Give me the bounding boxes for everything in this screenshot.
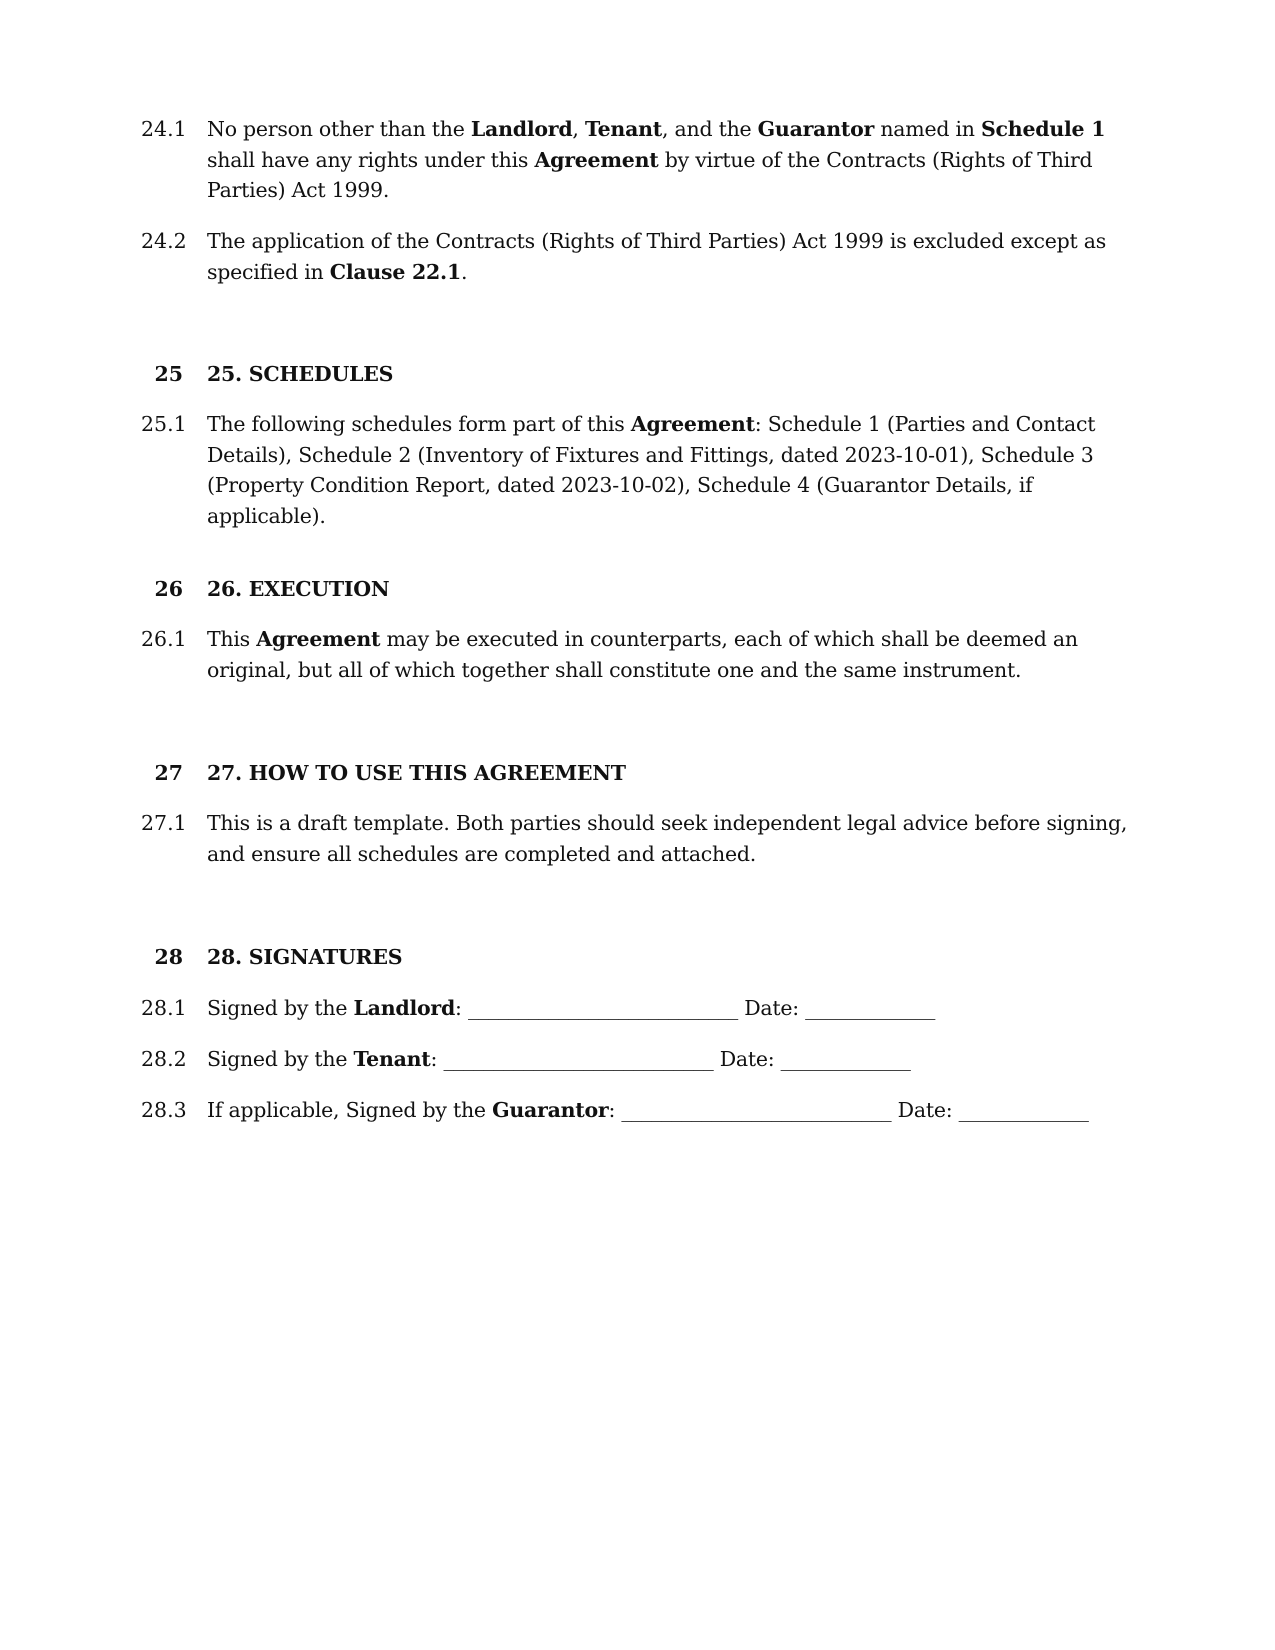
- text-run: .: [460, 259, 468, 284]
- clause-26-1: [141, 624, 1141, 685]
- section-number: 27: [154, 761, 183, 785]
- clause-text: [207, 1095, 1141, 1126]
- text-run: : Schedule 1 (Parties and Contact Details), Schedule 2 (Inventory of Fixtures and Fittings, dated 2023-10-01), Schedule 3 (Property Condition Report, dated 2023-10-02), Schedule 4 (Guarantor Details, if applicable).: [207, 412, 1096, 528]
- text-run: This: [207, 627, 257, 651]
- section-title: 26. EXECUTION: [207, 577, 390, 601]
- text-run: ,: [572, 117, 585, 141]
- section-heading-26: [141, 574, 1141, 605]
- clause-text: [207, 226, 1141, 287]
- signature-blank: : ___________________________ Date: _____________: [430, 1047, 911, 1071]
- section-heading-27: [141, 758, 1141, 789]
- text-run: No person other than the: [207, 117, 471, 141]
- text-run: shall have any rights under this: [207, 147, 535, 172]
- clause-number: 25.1: [141, 412, 187, 436]
- bold-term: Landlord: [470, 117, 573, 141]
- signature-line-landlord: [141, 993, 1141, 1024]
- section-heading-25: [141, 359, 1141, 390]
- signature-line-guarantor: [141, 1095, 1141, 1126]
- clause-number: 28.2: [141, 1047, 187, 1071]
- clause-number: 28.3: [141, 1098, 187, 1122]
- section-title: 25. SCHEDULES: [207, 362, 394, 386]
- section-number: 28: [154, 945, 183, 969]
- section-title: 28. SIGNATURES: [207, 945, 403, 969]
- bold-term: Clause 22.1: [329, 259, 461, 284]
- text-run: Signed by the: [207, 996, 354, 1020]
- clause-number: 24.2: [141, 229, 187, 253]
- bold-term: Schedule 1: [981, 117, 1106, 141]
- text-run: may be executed in counterparts, each of which shall be deemed an original, but all of which together shall constitute one and the same instrument.: [207, 627, 1078, 682]
- clause-number: 24.1: [141, 117, 187, 141]
- section-heading-28: [141, 942, 1141, 973]
- text-run: Signed by the: [207, 1047, 354, 1071]
- section-number: 26: [154, 577, 183, 601]
- text-run: by virtue of the Contracts (Rights of Third Parties) Act 1999.: [207, 147, 1093, 203]
- clause-text: [207, 993, 1141, 1024]
- clause-24-2: [141, 226, 1141, 287]
- clause-text: [207, 1044, 1141, 1075]
- signature-line-tenant: [141, 1044, 1141, 1075]
- text-run: named in: [874, 117, 981, 141]
- bold-term: Agreement: [256, 627, 381, 651]
- bold-term: Landlord: [353, 996, 456, 1020]
- text-run: This is a draft template. Both parties should seek independent legal advice before signing, and ensure all schedules are completed and attached.: [207, 811, 1128, 866]
- clause-number: 27.1: [141, 811, 187, 835]
- section-title: 27. HOW TO USE THIS AGREEMENT: [207, 761, 626, 785]
- bold-term: Agreement: [630, 412, 755, 436]
- clause-number: 26.1: [141, 627, 187, 651]
- bold-term: Guarantor: [757, 117, 875, 141]
- bold-term: Tenant: [353, 1047, 431, 1071]
- section-number: 25: [154, 362, 183, 386]
- clause-text: [207, 624, 1141, 685]
- clause-27-1: [141, 808, 1141, 869]
- clause-24-1: [141, 114, 1141, 206]
- clause-text: [207, 409, 1141, 531]
- bold-term: Guarantor: [492, 1098, 609, 1122]
- text-run: , and the: [661, 117, 758, 141]
- clause-25-1: [141, 409, 1141, 531]
- clause-text: [207, 808, 1141, 869]
- bold-term: Tenant: [584, 117, 662, 141]
- signature-blank: : ___________________________ Date: _____________: [455, 996, 936, 1020]
- text-run: The application of the Contracts (Rights of Third Parties) Act 1999 is excluded except as specified in: [207, 229, 1107, 284]
- text-run: The following schedules form part of this: [207, 412, 631, 436]
- clause-text: [207, 114, 1141, 206]
- signature-blank: : ___________________________ Date: _____________: [608, 1098, 1089, 1122]
- bold-term: Agreement: [534, 147, 659, 172]
- text-run: If applicable, Signed by the: [207, 1098, 493, 1122]
- clause-number: 28.1: [141, 996, 187, 1020]
